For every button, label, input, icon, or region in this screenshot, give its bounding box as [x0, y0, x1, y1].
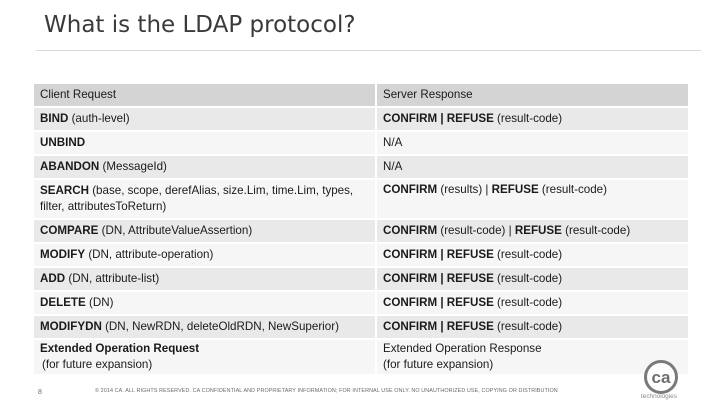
table-row [34, 155, 688, 179]
client-request-cell [34, 219, 376, 243]
table-row [34, 179, 688, 219]
operation-name: ABANDON [40, 160, 100, 173]
response-detail: (result-code) [493, 272, 563, 285]
response-status-refuse: REFUSE [514, 224, 562, 237]
server-response-cell [376, 107, 688, 131]
server-response-cell [376, 131, 688, 155]
operation-name: COMPARE [40, 224, 99, 237]
table-header-row [34, 84, 688, 107]
response-detail: (results) | [437, 183, 492, 196]
operation-args: (DN, NewRDN, deleteOldRDN, NewSuperior) [101, 320, 339, 333]
response-detail: N/A [383, 136, 403, 149]
server-response-cell [376, 267, 688, 291]
header-client-request: Client Request [34, 84, 376, 107]
response-status: CONFIRM [383, 224, 438, 237]
operation-args: (DN, attribute-operation) [85, 248, 214, 261]
response-status: CONFIRM | REFUSE [383, 296, 494, 309]
table-row [34, 243, 688, 267]
server-response-cell [376, 315, 688, 339]
response-status: CONFIRM [383, 183, 438, 196]
operation-name: MODIFY [40, 248, 86, 261]
operation-name: DELETE [40, 296, 86, 309]
response-detail: (result-code) [493, 296, 563, 309]
table-row [34, 107, 688, 131]
response-detail-refuse: (result-code) [538, 183, 607, 196]
client-request-cell [34, 131, 376, 155]
logo-mark: ca [651, 368, 671, 387]
response-detail-refuse: (result-code) [561, 224, 631, 237]
response-status: CONFIRM | REFUSE [383, 248, 494, 261]
ldap-operations-table [34, 84, 688, 376]
operation-name: SEARCH [40, 184, 89, 197]
page-number: 8 [38, 389, 42, 396]
response-detail: (result-code) [493, 112, 563, 125]
server-response-cell [376, 155, 688, 179]
table-row [34, 315, 688, 339]
operation-name: BIND [40, 112, 69, 125]
server-response-cell [376, 179, 688, 219]
operation-args: (base, scope, derefAlias, size.Lim, time.Lim, types, filter, attributesToReturn) [40, 184, 354, 213]
operation-args: (for future expansion) [42, 358, 153, 371]
table-row [34, 131, 688, 155]
server-response-cell [376, 219, 688, 243]
copyright-notice: © 2014 CA. ALL RIGHTS RESERVED. CA CONFIDENTIAL AND PROPRIETARY INFORMATION; FOR INTERNAL USE ONLY. NO UNAUTHORIZED USE, COPYING OR DISTRIBUTION [95, 388, 558, 394]
response-detail-note: (for future expansion) [383, 358, 494, 371]
slide-title: What is the LDAP protocol? [44, 12, 356, 38]
client-request-cell [34, 243, 376, 267]
client-request-cell [34, 267, 376, 291]
table-row [34, 219, 688, 243]
server-response-cell [376, 243, 688, 267]
server-response-cell [376, 291, 688, 315]
operation-args: (DN) [85, 296, 114, 309]
response-status: CONFIRM | REFUSE [383, 112, 494, 125]
client-request-cell [34, 155, 376, 179]
response-status: CONFIRM | REFUSE [383, 320, 494, 333]
operation-args: (MessageId) [99, 160, 167, 173]
operation-args: (auth-level) [68, 112, 130, 125]
operation-args: (DN, AttributeValueAssertion) [98, 224, 253, 237]
response-detail: (result-code) [493, 320, 563, 333]
response-detail: (result-code) [493, 248, 563, 261]
table-row [34, 339, 688, 375]
operation-name: UNBIND [40, 136, 86, 149]
client-request-cell [34, 291, 376, 315]
operation-args: (DN, attribute-list) [65, 272, 160, 285]
response-detail: N/A [383, 160, 403, 173]
client-request-cell [34, 339, 376, 375]
response-status: CONFIRM | REFUSE [383, 272, 494, 285]
header-server-response: Server Response [376, 84, 688, 107]
response-detail: Extended Operation Response [383, 342, 542, 355]
client-request-cell [34, 315, 376, 339]
operation-name: MODIFYDN [40, 320, 102, 333]
table-row [34, 291, 688, 315]
client-request-cell [34, 107, 376, 131]
logo-wordmark: technologies [641, 393, 677, 400]
client-request-cell [34, 179, 376, 219]
title-divider [36, 50, 701, 51]
operation-name: ADD [40, 272, 66, 285]
operation-name: Extended Operation Request [40, 342, 200, 355]
response-status-refuse: REFUSE [491, 183, 539, 196]
table-row [34, 267, 688, 291]
response-detail: (result-code) | [437, 224, 515, 237]
